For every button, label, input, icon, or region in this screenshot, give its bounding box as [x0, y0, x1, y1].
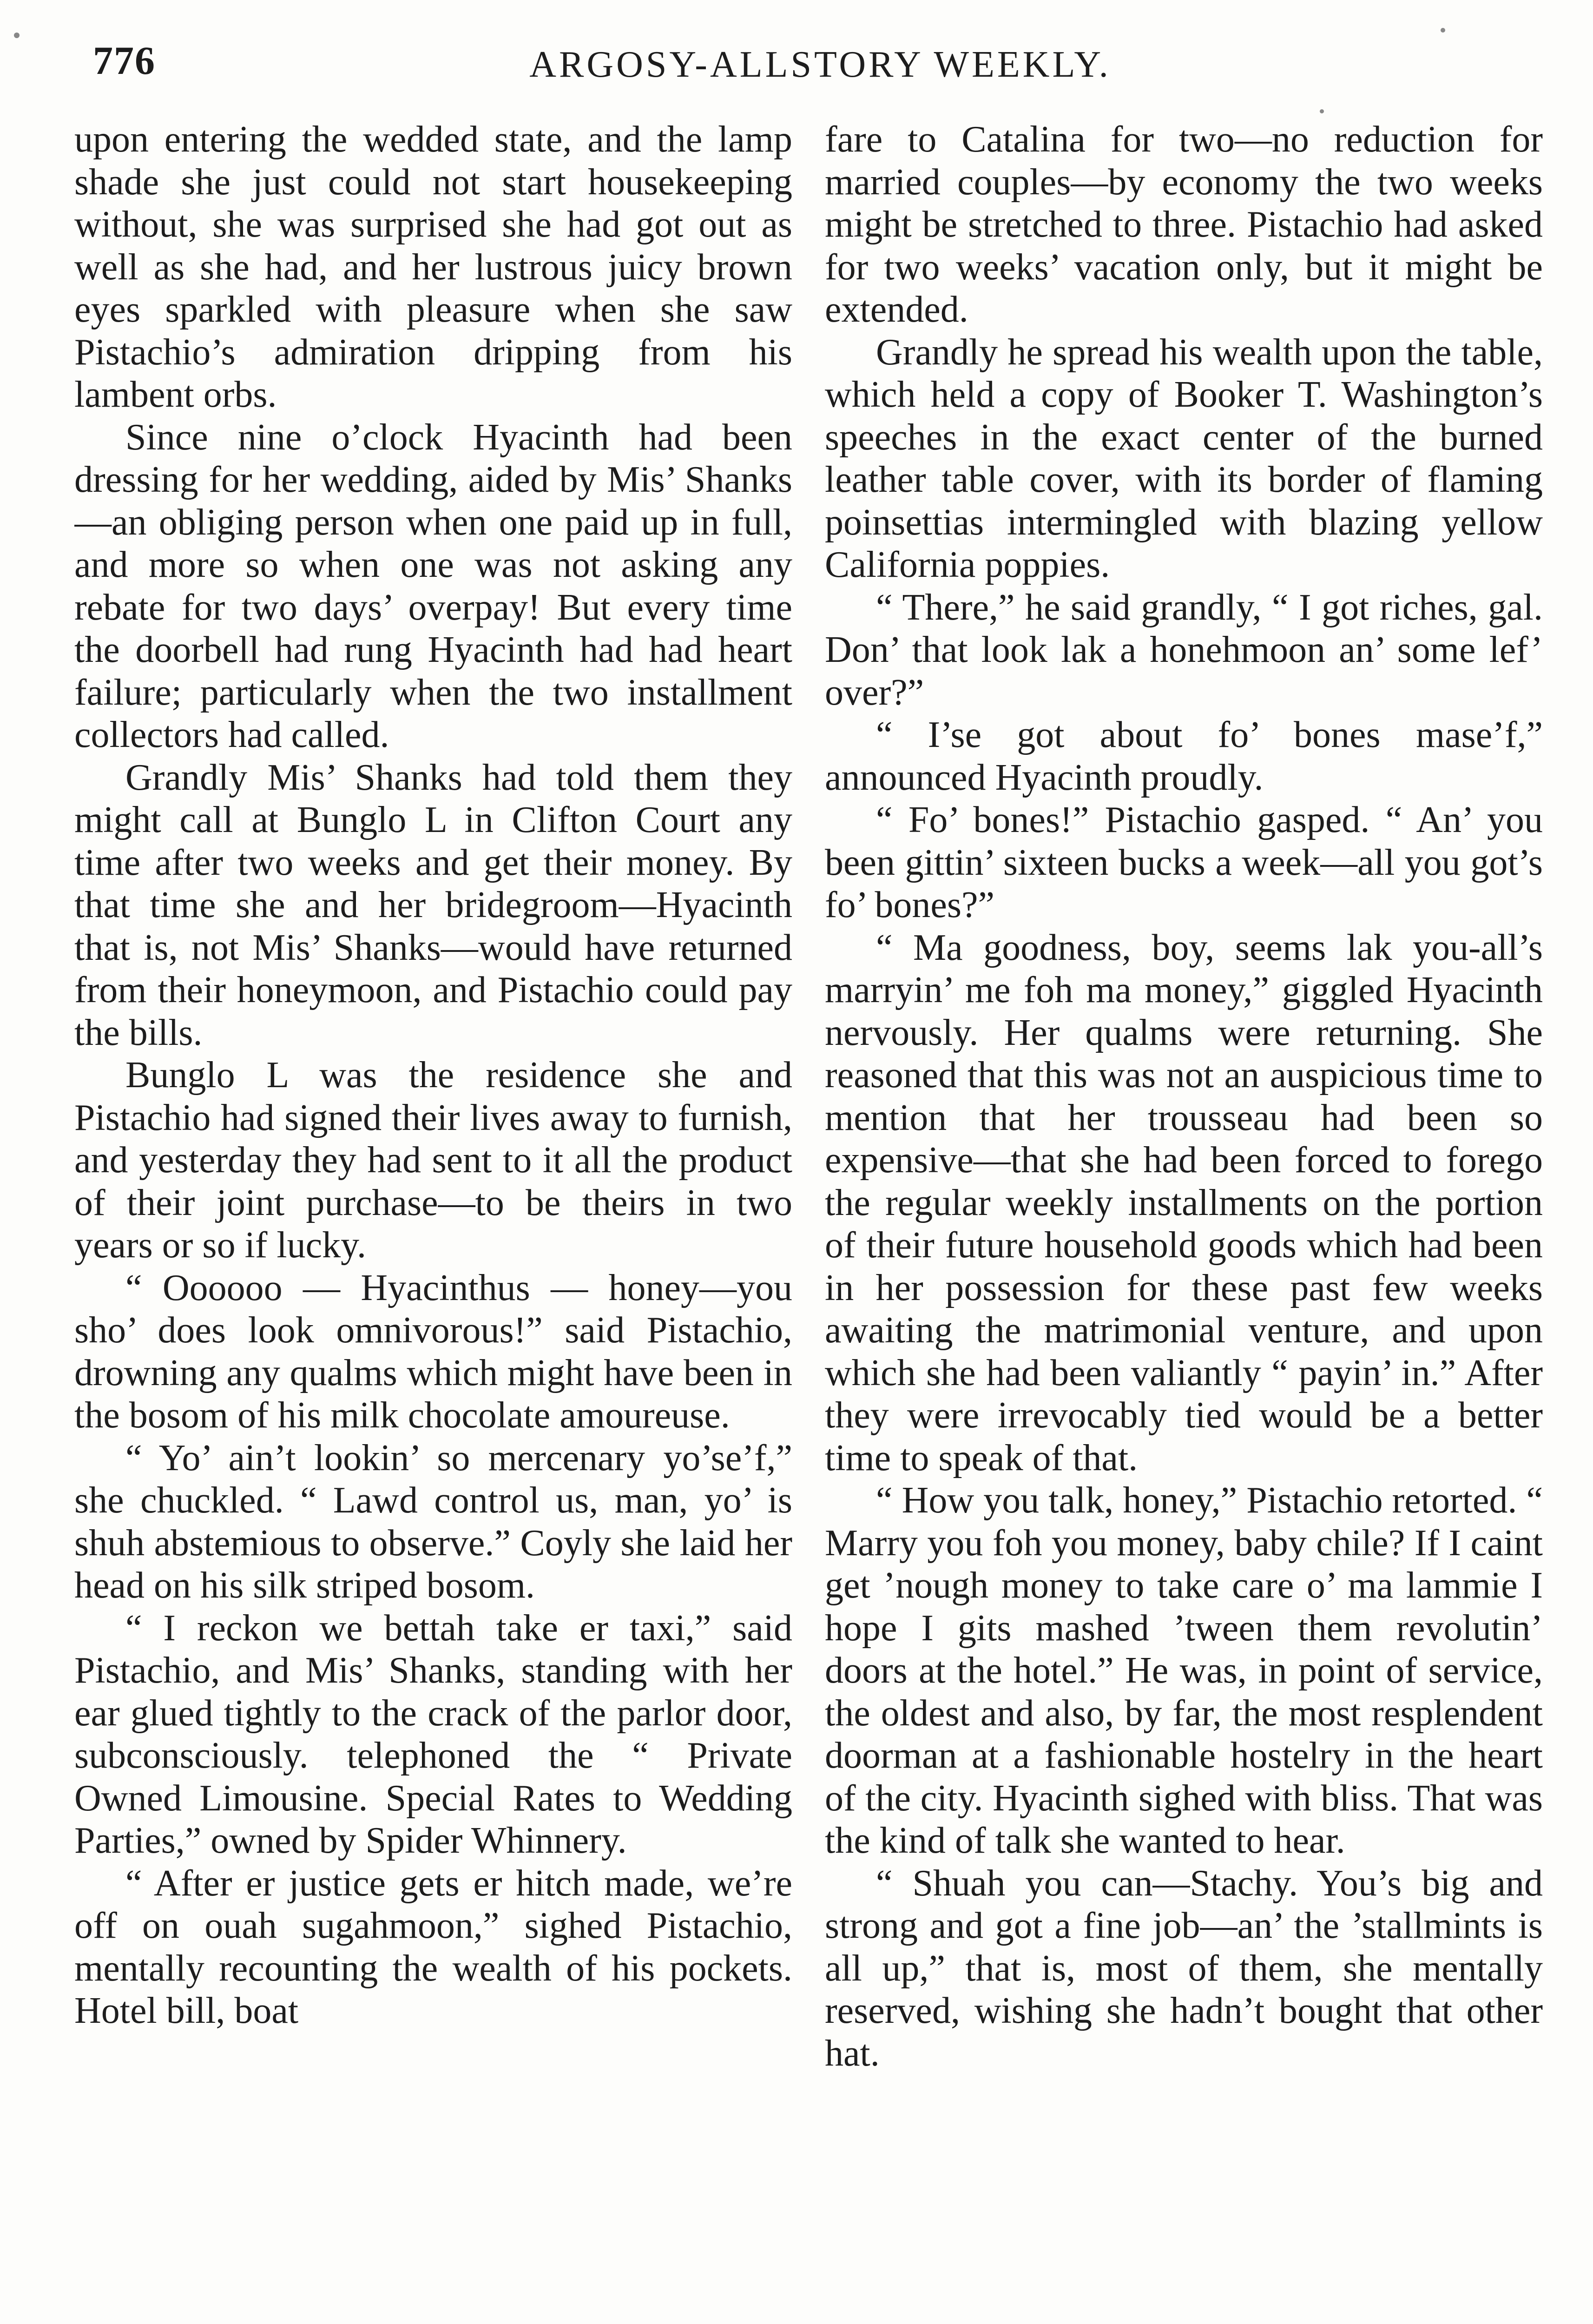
print-speck [1320, 109, 1324, 113]
running-title: ARGOSY-ALLSTORY WEEKLY. [529, 44, 1111, 85]
paragraph: “ Oooooo — Hyacinthus — honey—you sho’ does look omnivorous!” said Pistachio, drowning any qualms which might have been in the bosom of his milk chocolate amoureuse. [74, 1267, 792, 1436]
paragraph: Since nine o’clock Hyacinth had been dressing for her wedding, aided by Mis’ Shanks—an obliging person when one paid up in full, and more so when one was not asking any rebate for two days’ overpay! But every time the doorbell had rung Hyacinth had had heart failure; particularly when the two installment collectors had called. [74, 416, 792, 755]
paragraph: “ Yo’ ain’t lookin’ so mercenary yo’se’f,” she chuckled. “ Lawd control us, man, yo’ is shuh abstemious to observe.” Coyly she laid her head on his silk striped bosom. [74, 1437, 792, 1606]
print-speck [14, 33, 20, 38]
left-column [74, 119, 792, 2324]
paragraph: Grandly Mis’ Shanks had told them they might call at Bunglo L in Clifton Court any time after two weeks and get their money. By that time she and her bridegroom—Hyacinth that is, not Mis’ Shanks—would have returned from their honeymoon, and Pistachio could pay the bills. [74, 757, 792, 1053]
paragraph: “ Ma goodness, boy, seems lak you-all’s marryin’ me foh ma money,” giggled Hyacinth nervously. Her qualms were returning. She reasoned that this was not an auspicious time to mention that her trousseau had been so expensive—that she had been forced to forego the regular weekly installments on the portion of their future household goods which had been in her possession for these past few weeks awaiting the matrimonial venture, and upon which she had been valiantly “ payin’ in.” After they were irrevocably tied would be a better time to speak of that. [825, 927, 1543, 1479]
page-number: 776 [93, 38, 156, 83]
right-column [825, 119, 1543, 2324]
paragraph: “ Fo’ bones!” Pistachio gasped. “ An’ you been gittin’ sixteen bucks a week—all you got’s fo’ bones?” [825, 799, 1543, 925]
text-columns [74, 119, 1543, 2324]
paragraph: “ After er justice gets er hitch made, we’re off on ouah sugahmoon,” sighed Pistachio, mentally recounting the wealth of his pockets. Hotel bill, boat [74, 1862, 792, 2031]
paragraph: “ I’se got about fo’ bones mase’f,” announced Hyacinth proudly. [825, 714, 1543, 798]
paragraph: “ I reckon we bettah take er taxi,” said Pistachio, and Mis’ Shanks, standing with her ear glued tightly to the crack of the parlor door, subconsciously. telephoned the “ Private Owned Limousine. Special Rates to Wedding Parties,” owned by Spider Whinnery. [74, 1607, 792, 1861]
paragraph: “ Shuah you can—Stachy. You’s big and strong and got a fine job—an’ the ’stallmints is all up,” that is, most of them, she mentally reserved, wishing she hadn’t bought that other hat. [825, 1862, 1543, 2074]
page-header [93, 37, 1547, 93]
print-speck [1441, 28, 1445, 33]
paragraph: fare to Catalina for two—no reduction for married couples—by economy the two weeks might be stretched to three. Pistachio had asked for two weeks’ vacation only, but it might be extended. [825, 119, 1543, 330]
paragraph: “ How you talk, honey,” Pistachio retorted. “ Marry you foh you money, baby chile? If I caint get ’nough money to take care o’ ma lammie I hope I gits mashed ’tween them revolutin’ doors at the hotel.” He was, in point of service, the oldest and also, by far, the most resplendent doorman at a fashionable hostelry in the heart of the city. Hyacinth sighed with bliss. That was the kind of talk she wanted to hear. [825, 1480, 1543, 1861]
paragraph: Grandly he spread his wealth upon the table, which held a copy of Booker T. Washington’s speeches in the exact center of the burned leather table cover, with its border of flaming poinsettias intermingled with blazing yellow California poppies. [825, 331, 1543, 585]
paragraph: “ There,” he said grandly, “ I got riches, gal. Don’ that look lak a honehmoon an’ some lef’ over?” [825, 587, 1543, 713]
paragraph: upon entering the wedded state, and the lamp shade she just could not start housekeeping without, she was surprised she had got out as well as she had, and her lustrous juicy brown eyes sparkled with pleasure when she saw Pistachio’s admiration dripping from his lambent orbs. [74, 119, 792, 415]
paragraph: Bunglo L was the residence she and Pistachio had signed their lives away to furnish, and yesterday they had sent to it all the product of their joint purchase—to be theirs in two years or so if lucky. [74, 1055, 792, 1266]
